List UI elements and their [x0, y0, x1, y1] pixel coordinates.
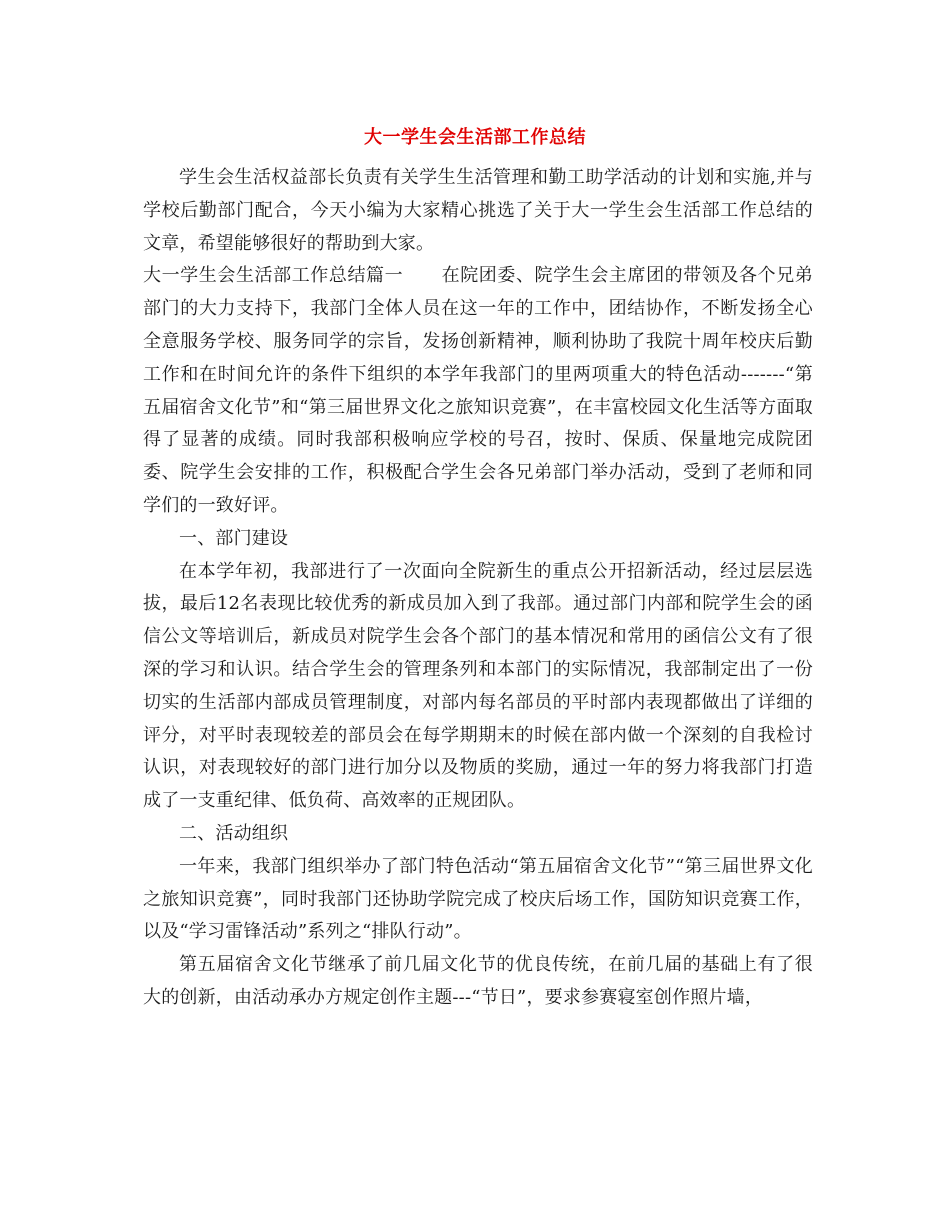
- section1-heading: 一、部门建设: [179, 527, 289, 549]
- section2-heading: 二、活动组织: [179, 822, 289, 844]
- section2-paragraph-2: 第五届宿舍文化节继承了前几届文化节的优良传统，在前几届的基础上有了很大的创新，由活动承办方规定创作主题---“节日”，要求参赛寝室创作照片墙，: [143, 954, 813, 1008]
- intro-paragraph: 学生会生活权益部长负责有关学生生活管理和勤工助学活动的计划和实施,并与学校后勤部门配合，今天小编为大家精心挑选了关于大一学生会生活部工作总结的文章，希望能够很好的帮助到大家。: [143, 167, 813, 254]
- section1-paragraph: 在本学年初，我部进行了一次面向全院新生的重点公开招新活动，经过层层选拔，最后12名表现比较优秀的新成员加入到了我部。通过部门内部和院学生会的函信公文等培训后，新成员对院学生会各个部门的基本情况和常用的函信公文有了很深的学习和认识。结合学生会的管理条列和本部门的实际情况，我部制定出了一份切实的生活部内部成员管理制度，对部内每名部员的平时部内表现都做出了详细的评分，对平时表现较差的部员会在每学期期末的时候在部内做一个深刻的自我检讨认识，对表现较好的部门进行加分以及物质的奖励，通过一年的努力将我部门打造成了一支重纪律、低负荷、高效率的正规团队。: [143, 560, 813, 812]
- document-body: [143, 162, 813, 1015]
- chapter-paragraph: [143, 260, 813, 522]
- section2-paragraph: 一年来，我部门组织举办了部门特色活动“第五届宿舍文化节”“第三届世界文化之旅知识竞赛”，同时我部门还协助学院完成了校庆后场工作，国防知识竞赛工作，以及“学习雷锋活动”系列之“排队行动”。: [143, 855, 813, 943]
- document-title: 大一学生会生活部工作总结: [364, 127, 586, 148]
- chapter-text: 在院团委、院学生会主席团的带领及各个兄弟部门的大力支持下，我部门全体人员在这一年的工作中，团结协作，不断发扬全心全意服务学校、服务同学的宗旨，发扬创新精神，顺利协助了我院十周年校庆后勤工作和在时间允许的条件下组织的本学年我部门的里两项重大的特色活动-------“第五届宿舍文化节”和“第三届世界文化之旅知识竞赛”，在丰富校园文化生活等方面取得了显著的成绩。同时我部积极响应学校的号召，按时、保质、保量地完成院团委、院学生会安排的工作，积极配合学生会各兄弟部门举办活动，受到了老师和同学们的一致好评。: [143, 265, 813, 516]
- chapter-heading: 大一学生会生活部工作总结篇一: [143, 265, 404, 287]
